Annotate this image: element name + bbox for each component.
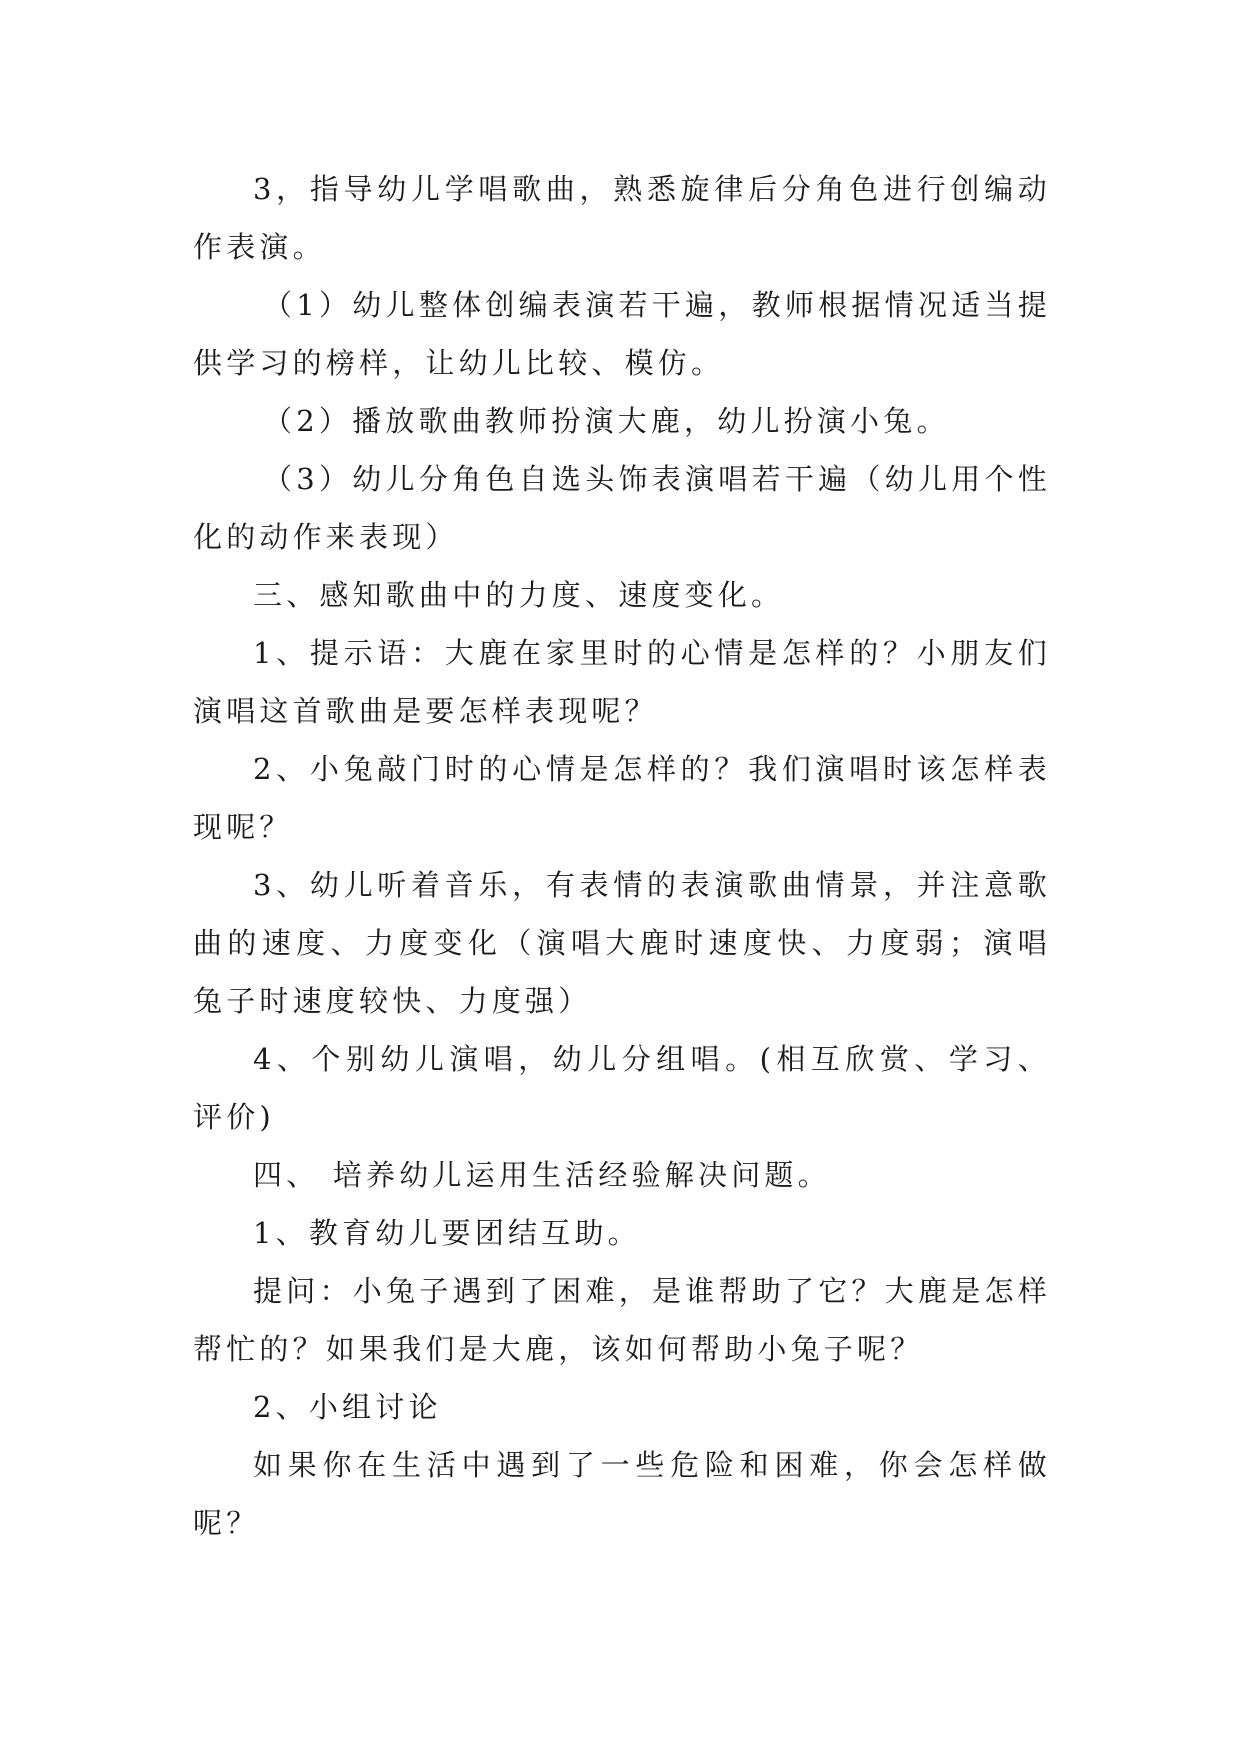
paragraph-question: 提问：小兔子遇到了困难，是谁帮助了它？大鹿是怎样帮忙的？如果我们是大鹿，该如何帮助小兔子呢？ <box>193 1274 1051 1366</box>
paragraph-item-4: 4、个别幼儿演唱，幼儿分组唱。(相互欣赏、学习、评价) <box>193 1042 1051 1134</box>
paragraph-step-3: 3，指导幼儿学唱歌曲，熟悉旋律后分角色进行创编动作表演。 <box>193 172 1051 264</box>
paragraph-substep-3: （3）幼儿分角色自选头饰表演唱若干遍（幼儿用个性化的动作来表现） <box>193 462 1051 554</box>
document-body <box>193 160 1051 1552</box>
paragraph-item-1b: 1、教育幼儿要团结互助。 <box>253 1216 641 1250</box>
section-heading-3: 三、感知歌曲中的力度、速度变化。 <box>253 578 785 612</box>
paragraph-discussion: 如果你在生活中遇到了一些危险和困难，你会怎样做呢？ <box>193 1448 1051 1540</box>
section-heading-4: 四、 培养幼儿运用生活经验解决问题。 <box>253 1158 831 1192</box>
paragraph-item-1: 1、提示语：大鹿在家里时的心情是怎样的？小朋友们演唱这首歌曲是要怎样表现呢？ <box>193 636 1051 728</box>
paragraph-item-3: 3、幼儿听着音乐，有表情的表演歌曲情景，并注意歌曲的速度、力度变化（演唱大鹿时速度快、力度弱；演唱兔子时速度较快、力度强） <box>193 868 1051 1018</box>
paragraph-substep-1: （1）幼儿整体创编表演若干遍，教师根据情况适当提供学习的榜样，让幼儿比较、模仿。 <box>193 288 1051 380</box>
paragraph-item-2: 2、小兔敲门时的心情是怎样的？我们演唱时该怎样表现呢？ <box>193 752 1051 844</box>
paragraph-item-2b: 2、小组讨论 <box>253 1390 442 1424</box>
paragraph-substep-2: （2）播放歌曲教师扮演大鹿，幼儿扮演小兔。 <box>263 404 950 438</box>
